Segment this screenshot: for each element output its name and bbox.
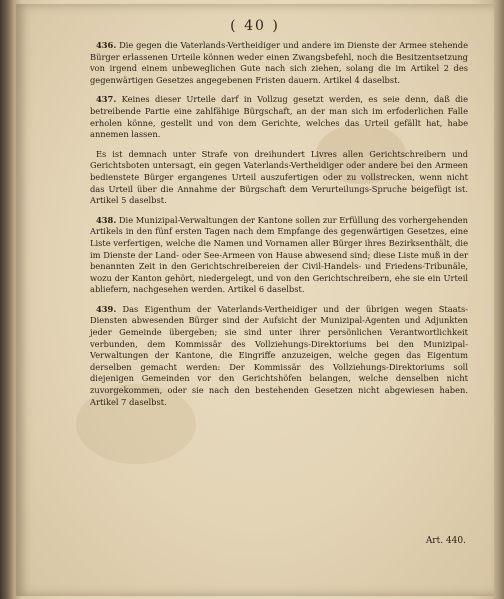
paragraph-text: Die Munizipal-Verwaltungen der Kantone sollen zur Erfüllung des vorhergehenden Artikels in den fünf ersten Tagen nach dem Empfange des gegenwärtigen Gesetzes, eine Liste verfertigen, welche die Namen und Vornamen aller Bürger ihres Bezirksenthält, die im Dienste der Land- oder See-Armeen von Hause abwesend sind; diese Liste muß in der benannten Zeit in den Gerichtschreibereien der Civil-Handels- und Friedens-Tribunäle, wozu der Kanton gehört, niedergelegt, und von den Gerichtschreibern, ehe sie ein Urteil abliefern, nachgesehen werden. Artikel 6 daselbst. — [90, 214, 469, 295]
page-number: ( 40 ) — [230, 18, 280, 34]
paragraph-text: Keines dieser Urteile darf in Vollzug gesetzt werden, es seie denn, daß die betreibende Partie eine zahlfähige Bürgschaft, an der man sich im erfoderlichen Falle erholen könne, gestellt und von dem Gerichte, welches das Urteil gefällt hat, habe annemen lassen. — [90, 94, 468, 140]
paragraph-438 — [90, 215, 468, 296]
article-number: 436. — [96, 40, 117, 50]
paragraph-text: Es ist demnach unter Strafe von dreihundert Livres allen Gerichtschreibern und Gerichtsboten untersagt, ein gegen Vaterlands-Vertheidiger oder andere bei den Armeen bedienstete Bürger ergangenes Urteil auszufertigen oder zu vollstrecken, wenn nicht das Urteil über die Annahme der Bürgschaft dem Verurteilungs-Spruche beigefügt ist. Artikel 5 daselbst. — [90, 148, 468, 206]
body-text — [90, 40, 468, 416]
paragraph-text: Die gegen die Vaterlands-Vertheidiger und andere im Dienste der Armee stehende Bürger erlassenen Urteile können weder einen Zwangsbefehl, noch die Besitzentsetzung von irgend einem unbeweglichen Gute nach sich ziehen, solang die im Artikel 2 des gegenwärtigen Gesetzes angegebenen Fristen dauern. Artikel 4 daselbst. — [90, 40, 468, 85]
article-number: 439. — [96, 303, 117, 314]
article-number: 438. — [96, 214, 117, 225]
paragraph-437 — [90, 94, 468, 140]
paragraph-text: Das Eigenthum der Vaterlands-Vertheidiger und der übrigen wegen Staats-Diensten abwesenden Bürger sind der Aufsicht der Munizipal-Agenten und Adjunkten jeder Gemeinde übergeben; sie sind unter ihrer persönlichen Verantwortlichkeit verbunden, dem Kommissär des Vollziehungs-Direktoriums bei den Munizipal-Verwaltungen der Kantone, die Eingriffe anzuzeigen, welche gegen das Eigentum derselben gemacht werden: Der Kommissär des Vollziehungs-Direktoriums soll diejenigen Gemeinden vor den Gerichtshöfen belangen, welche denselben nicht zuvorgekommen, oder sie nach den bestehenden Gesetzen nicht abgewiesen haben. Artikel 7 daselbst. — [90, 303, 469, 407]
paragraph-439 — [90, 304, 468, 408]
article-number: 437. — [96, 94, 117, 105]
paragraph-437-continued — [90, 149, 468, 207]
catchword: Art. 440. — [425, 536, 466, 546]
paragraph-436 — [90, 40, 468, 86]
